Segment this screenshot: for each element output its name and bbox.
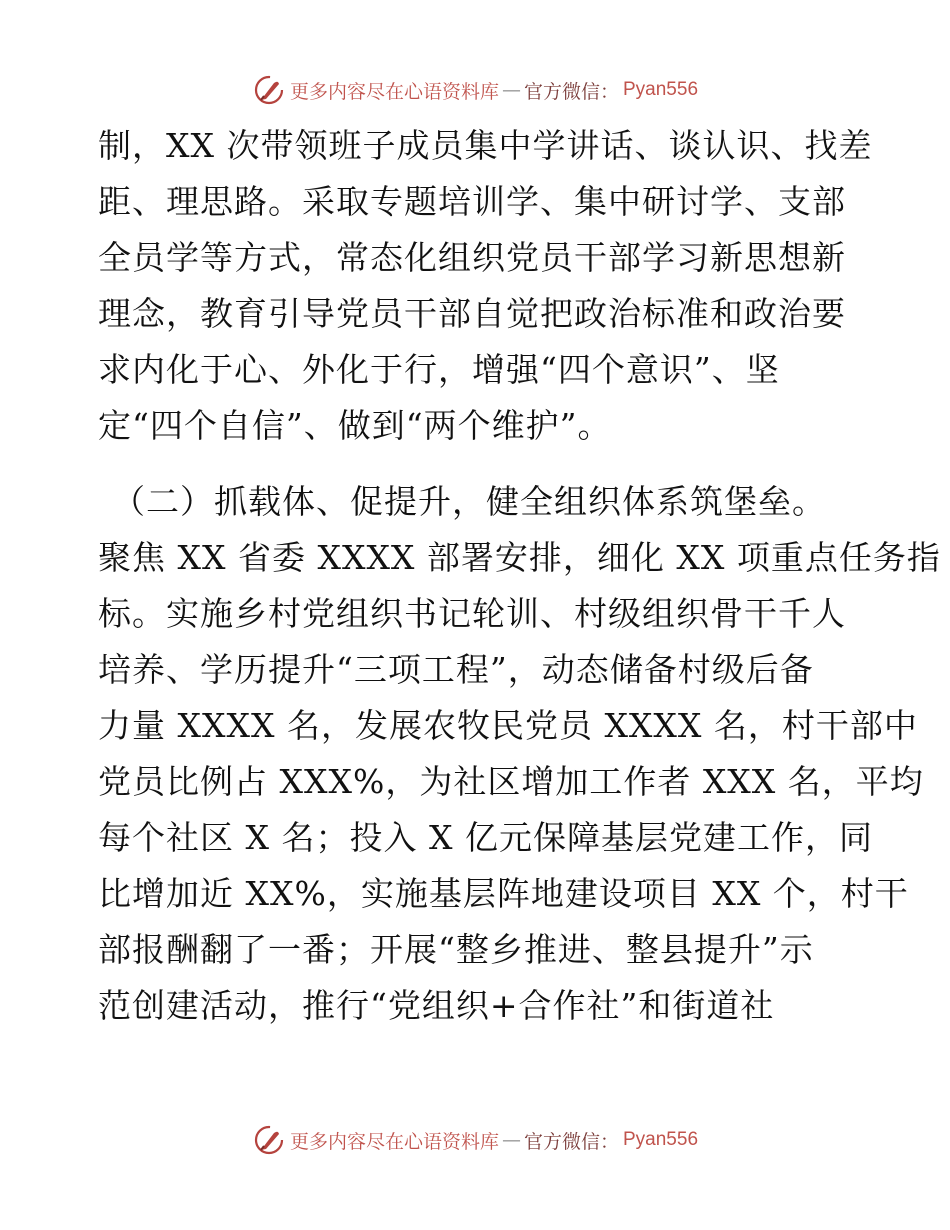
text-line: 求内化于心、外化于行，增强“四个意识”、坚 — [98, 350, 780, 389]
quill-pen-logo-icon — [252, 73, 286, 107]
watermark-site-text: 更多内容尽在心语资料库 — [289, 80, 499, 103]
text-line: 标。实施乡村党组织书记轮训、村级组织骨干千人 — [98, 594, 846, 633]
text-line: 比增加近 XX%，实施基层阵地建设项目 XX 个，村干 — [98, 874, 909, 913]
text-line: 培养、学历提升“三项工程”，动态储备村级后备 — [98, 650, 814, 689]
text-line: 范创建活动，推行“党组织+合作社”和街道社 — [98, 986, 775, 1025]
document-body — [98, 118, 941, 1034]
text-line: 每个社区 X 名；投入 X 亿元保障基层党建工作，同 — [98, 818, 873, 857]
footer-watermark-banner — [0, 1120, 950, 1160]
text-line: 距、理思路。采取专题培训学、集中研讨学、支部 — [98, 182, 846, 221]
quill-pen-logo-icon — [252, 1123, 286, 1157]
header-watermark-banner — [0, 70, 950, 110]
watermark-wechat-label: 官方微信： — [523, 80, 619, 103]
watermark-account: Pyan556 — [623, 79, 699, 100]
watermark-account: Pyan556 — [623, 1129, 699, 1150]
section-heading: （二）抓载体、促提升，健全组织体系筑堡垒。 — [112, 482, 826, 521]
watermark-separator: — — [501, 79, 521, 101]
text-line: 制，XX 次带领班子成员集中学讲话、谈认识、找差 — [98, 126, 873, 165]
text-line: 定“四个自信”、做到“两个维护”。 — [98, 406, 612, 445]
text-line: 党员比例占 XXX%，为社区增加工作者 XXX 名，平均 — [98, 762, 924, 801]
watermark-site-text: 更多内容尽在心语资料库 — [289, 1130, 499, 1153]
text-line: 力量 XXXX 名，发展农牧民党员 XXXX 名，村干部中 — [98, 706, 918, 745]
text-line: 聚焦 XX 省委 XXXX 部署安排，细化 XX 项重点任务指 — [98, 538, 941, 577]
text-line: 全员学等方式，常态化组织党员干部学习新思想新 — [98, 238, 846, 277]
watermark-separator: — — [501, 1129, 521, 1151]
text-line: 部报酬翻了一番；开展“整乡推进、整县提升”示 — [98, 930, 814, 969]
text-line: 理念，教育引导党员干部自觉把政治标准和政治要 — [98, 294, 846, 333]
watermark-wechat-label: 官方微信： — [523, 1130, 619, 1153]
